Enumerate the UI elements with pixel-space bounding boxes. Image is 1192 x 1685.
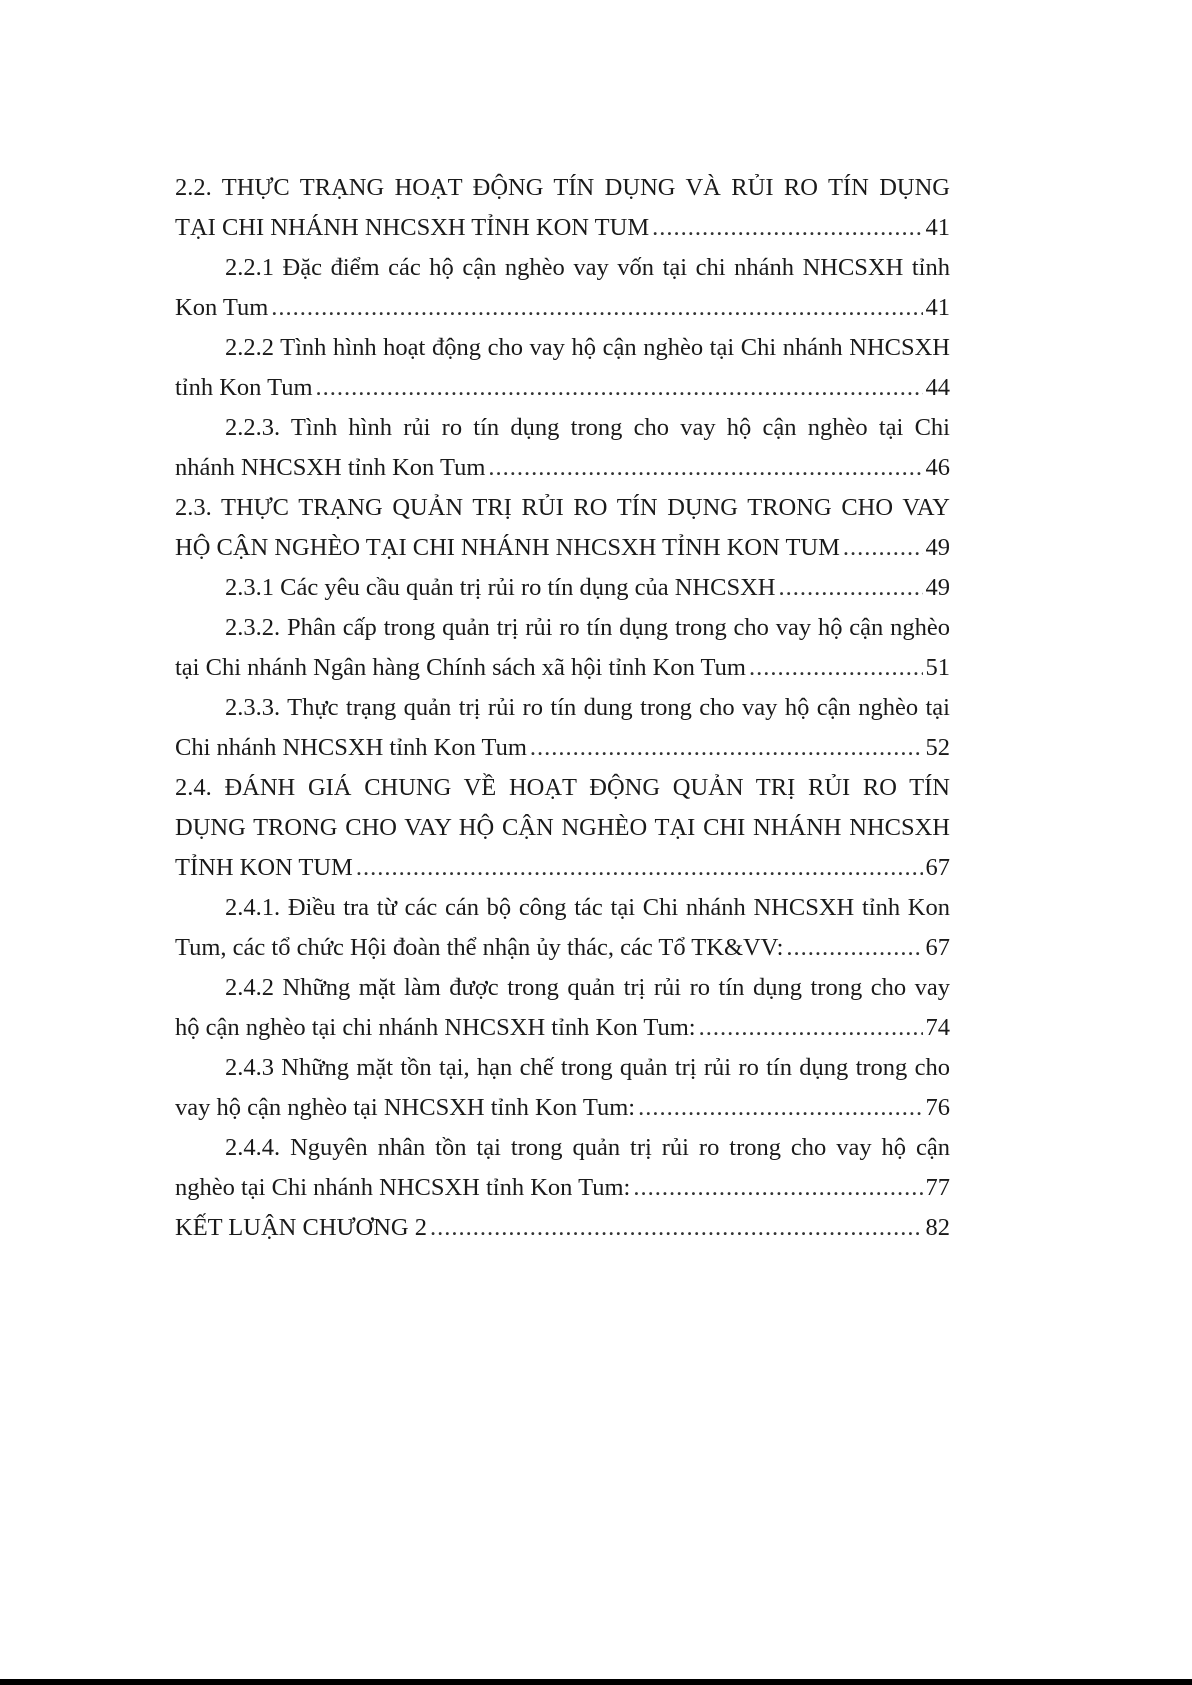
toc-entry-2-2-3[interactable]	[175, 408, 950, 488]
toc-page-number: 67	[925, 934, 950, 961]
dot-leader	[271, 288, 922, 328]
toc-entry-2-2-1[interactable]	[175, 248, 950, 328]
dot-leader	[638, 1088, 922, 1128]
toc-entry-text: 2.2. THỰC TRẠNG HOẠT ĐỘNG TÍN DỤNG VÀ RỦI RO TÍN DỤNG	[175, 174, 950, 201]
toc-entry-2-3-2[interactable]	[175, 608, 950, 688]
toc-entry-2-4-3[interactable]	[175, 1048, 950, 1128]
toc-entry-2-3-1[interactable]	[175, 568, 950, 608]
toc-entry-text: HỘ CẬN NGHÈO TẠI CHI NHÁNH NHCSXH TỈNH KON TUM	[175, 534, 840, 561]
toc-entry-2-4-4[interactable]	[175, 1128, 950, 1208]
toc-entry-text: Chi nhánh NHCSXH tỉnh Kon Tum	[175, 734, 527, 761]
toc-page-number: 41	[925, 214, 950, 241]
toc-entry-2-3[interactable]	[175, 488, 950, 568]
dot-leader	[356, 848, 923, 888]
toc-entry-text: 2.4.3 Những mặt tồn tại, hạn chế trong quản trị rủi ro tín dụng trong cho	[225, 1054, 950, 1081]
toc-entry-text: 2.4.4. Nguyên nhân tồn tại trong quản trị rủi ro trong cho vay hộ cận	[225, 1134, 950, 1161]
toc-page-number: 67	[925, 854, 950, 881]
toc-entry-text: 2.2.2 Tình hình hoạt động cho vay hộ cận nghèo tại Chi nhánh NHCSXH	[225, 334, 950, 361]
dot-leader	[652, 208, 922, 248]
dot-leader	[786, 928, 922, 968]
toc-entry-last-line	[175, 1208, 950, 1248]
toc-entry-text: TẠI CHI NHÁNH NHCSXH TỈNH KON TUM	[175, 214, 650, 241]
toc-entry-text: 2.3.1 Các yêu cầu quản trị rủi ro tín dụng của NHCSXH	[225, 574, 776, 601]
toc-entry-last-line	[175, 1088, 950, 1128]
toc-entry-2-2-2[interactable]	[175, 328, 950, 408]
toc-entry-text: nhánh NHCSXH tỉnh Kon Tum	[175, 454, 486, 481]
toc-entry-text: DỤNG TRONG CHO VAY HỘ CẬN NGHÈO TẠI CHI NHÁNH NHCSXH	[175, 814, 950, 841]
dot-leader	[749, 648, 923, 688]
toc-entry-text: 2.4. ĐÁNH GIÁ CHUNG VỀ HOẠT ĐỘNG QUẢN TRỊ RỦI RO TÍN	[175, 774, 950, 801]
toc-entry-last-line	[175, 368, 950, 408]
toc-entry-text: 2.3.3. Thực trạng quản trị rủi ro tín dung trong cho vay hộ cận nghèo tại	[225, 694, 950, 721]
toc-entry-2-3-3[interactable]	[175, 688, 950, 768]
toc-entry-2-4[interactable]	[175, 768, 950, 888]
toc-entry-text: tỉnh Kon Tum	[175, 374, 313, 401]
dot-leader	[488, 448, 922, 488]
toc-entry-text: 2.2.1 Đặc điểm các hộ cận nghèo vay vốn tại chi nhánh NHCSXH tỉnh	[225, 254, 950, 281]
toc-entry-last-line	[175, 848, 950, 888]
toc-entry-text: hộ cận nghèo tại chi nhánh NHCSXH tỉnh Kon Tum:	[175, 1014, 696, 1041]
dot-leader	[316, 368, 923, 408]
toc-entry-last-line	[175, 288, 950, 328]
table-of-contents	[175, 168, 950, 1248]
dot-leader	[778, 568, 922, 608]
toc-entry-text: 2.3.2. Phân cấp trong quản trị rủi ro tín dụng trong cho vay hộ cận nghèo	[225, 614, 950, 641]
toc-page-number: 49	[925, 574, 950, 601]
toc-page-number: 41	[925, 294, 950, 321]
toc-page-number: 52	[925, 734, 950, 761]
toc-entry-2-4-2[interactable]	[175, 968, 950, 1048]
toc-entry-text: vay hộ cận nghèo tại NHCSXH tỉnh Kon Tum:	[175, 1094, 636, 1121]
toc-entry-2-4-1[interactable]	[175, 888, 950, 968]
toc-entry-last-line	[175, 1008, 950, 1048]
toc-entry-last-line	[175, 528, 950, 568]
toc-page-number: 82	[925, 1214, 950, 1241]
toc-page-number: 76	[925, 1094, 950, 1121]
dot-leader	[843, 528, 923, 568]
toc-entry-last-line	[175, 448, 950, 488]
toc-entry-text: 2.3. THỰC TRẠNG QUẢN TRỊ RỦI RO TÍN DỤNG TRONG CHO VAY	[175, 494, 950, 521]
toc-entry-text: 2.4.2 Những mặt làm được trong quản trị rủi ro tín dụng trong cho vay	[225, 974, 950, 1001]
toc-entry-text: 2.4.1. Điều tra từ các cán bộ công tác tại Chi nhánh NHCSXH tỉnh Kon	[225, 894, 950, 921]
dot-leader	[430, 1208, 923, 1248]
toc-entry-text: TỈNH KON TUM	[175, 854, 353, 881]
page-bottom-border	[0, 1679, 1192, 1685]
toc-entry-ket-luan-chuong-2[interactable]	[175, 1208, 950, 1248]
toc-page-number: 51	[925, 654, 950, 681]
toc-entry-text: Kon Tum	[175, 294, 269, 321]
toc-entry-text: Tum, các tổ chức Hội đoàn thể nhận ủy thác, các Tổ TK&VV:	[175, 934, 784, 961]
toc-page-number: 74	[925, 1014, 950, 1041]
dot-leader	[633, 1168, 922, 1208]
toc-entry-text: nghèo tại Chi nhánh NHCSXH tỉnh Kon Tum:	[175, 1174, 631, 1201]
toc-entry-last-line	[175, 568, 950, 608]
toc-entry-2-2[interactable]	[175, 168, 950, 248]
toc-page-number: 77	[925, 1174, 950, 1201]
toc-entry-text: tại Chi nhánh Ngân hàng Chính sách xã hội tỉnh Kon Tum	[175, 654, 746, 681]
toc-entry-text: 2.2.3. Tình hình rủi ro tín dụng trong cho vay hộ cận nghèo tại Chi	[225, 414, 950, 441]
toc-entry-last-line	[175, 1168, 950, 1208]
toc-entry-last-line	[175, 928, 950, 968]
dot-leader	[699, 1008, 923, 1048]
toc-page-number: 44	[925, 374, 950, 401]
toc-page-number: 49	[925, 534, 950, 561]
toc-page-number: 46	[925, 454, 950, 481]
toc-entry-text: KẾT LUẬN CHƯƠNG 2	[175, 1214, 427, 1241]
dot-leader	[530, 728, 923, 768]
toc-entry-last-line	[175, 728, 950, 768]
toc-entry-last-line	[175, 208, 950, 248]
toc-entry-last-line	[175, 648, 950, 688]
